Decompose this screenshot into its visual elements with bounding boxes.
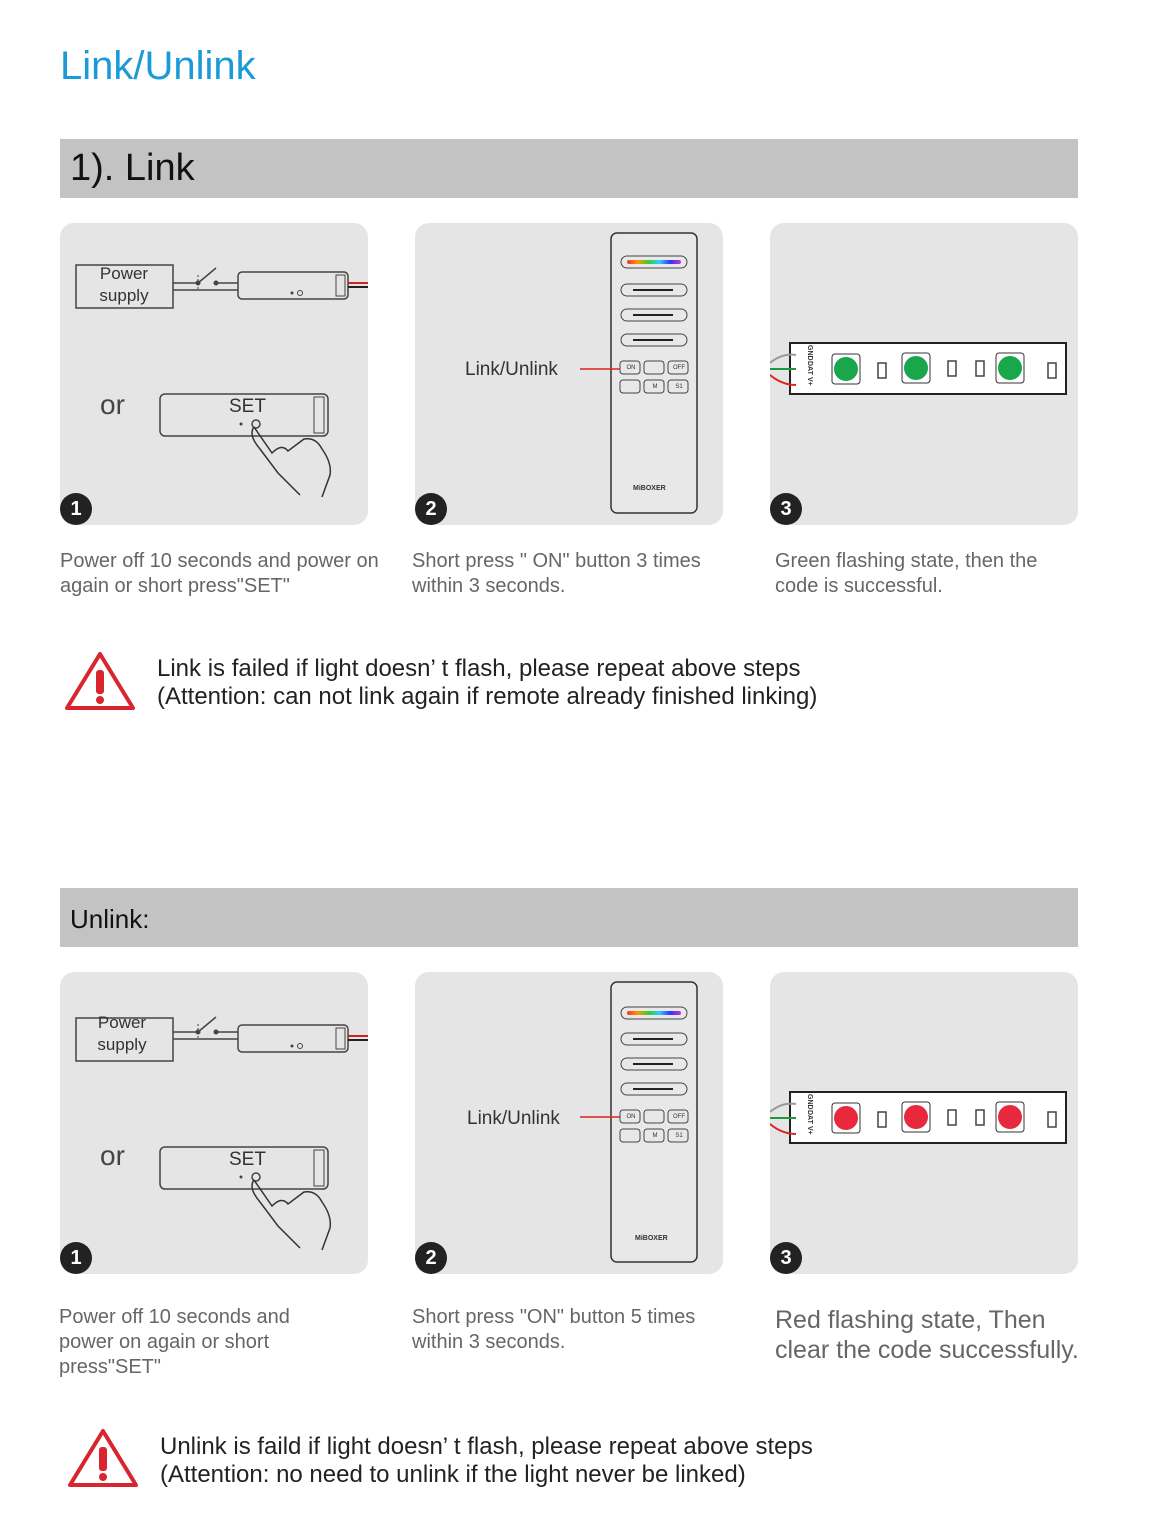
link-step1-panel — [60, 223, 368, 525]
link-unlink-label: Link/Unlink — [465, 359, 558, 380]
link-step3-panel — [770, 223, 1078, 525]
or-label: or — [100, 1140, 125, 1171]
led-strip-diagram — [770, 223, 1078, 525]
page-title: Link/Unlink — [60, 44, 256, 88]
link-section-heading: 1). Link — [70, 147, 195, 189]
warning-icon — [64, 650, 136, 712]
link-unlink-label: Link/Unlink — [467, 1108, 560, 1129]
step-number-badge: 1 — [60, 493, 92, 525]
step-number-badge: 3 — [770, 493, 802, 525]
step-number-badge: 3 — [770, 1242, 802, 1274]
remote-off-button: OFF — [673, 1114, 685, 1120]
link-section-header — [60, 139, 1078, 198]
remote-m-button: M — [652, 384, 658, 390]
unlink-step1-caption: Power off 10 seconds and power on again or short press"SET" — [59, 1306, 290, 1378]
unlink-step2-caption: Short press "ON" button 5 times within 3 seconds. — [412, 1306, 696, 1353]
unlink-step1-panel — [60, 972, 368, 1274]
remote-control-diagram — [415, 223, 723, 525]
remote-s1-button: S1 — [675, 1133, 683, 1139]
unlink-step2-panel — [415, 972, 723, 1274]
remote-brand-logo: MiBOXER — [635, 1235, 668, 1242]
link-warning-line2: (Attention: can not link again if remote already finished linking) — [157, 683, 818, 710]
link-step2-panel — [415, 223, 723, 525]
remote-on-button: ON — [626, 365, 636, 371]
power-supply-label: Power supply — [99, 264, 149, 305]
link-step2-caption: Short press " ON" button 3 times within 3 seconds. — [412, 550, 701, 597]
power-supply-label: Power supply — [97, 1013, 147, 1054]
strip-label-dat: DAT — [806, 361, 813, 375]
remote-control-diagram — [415, 972, 723, 1274]
remote-s1-button: S1 — [675, 384, 683, 390]
unlink-step3-caption: Red flashing state, Then clear the code successfully. — [775, 1306, 1079, 1364]
warning-icon — [67, 1427, 139, 1489]
led-strip-diagram — [770, 972, 1078, 1274]
link-warning-line1: Link is failed if light doesn’ t flash, please repeat above steps — [157, 655, 801, 682]
remote-brand-logo: MiBOXER — [633, 485, 666, 492]
strip-label-gnd: GND — [806, 1094, 813, 1110]
remote-m-button: M — [652, 1133, 658, 1139]
step-number-badge: 2 — [415, 1242, 447, 1274]
strip-label-gnd: GND — [806, 345, 813, 361]
step-number-badge: 1 — [60, 1242, 92, 1274]
set-label: SET — [229, 1149, 266, 1170]
unlink-section-heading: Unlink: — [70, 904, 150, 934]
or-label: or — [100, 389, 125, 420]
unlink-warning-line1: Unlink is faild if light doesn’ t flash, please repeat above steps — [160, 1433, 813, 1460]
strip-label-vplus: V+ — [806, 377, 813, 386]
remote-off-button: OFF — [673, 365, 685, 371]
link-step3-caption: Green flashing state, then the code is successful. — [775, 550, 1038, 597]
strip-label-vplus: V+ — [806, 1126, 813, 1135]
strip-label-dat: DAT — [806, 1110, 813, 1124]
set-label: SET — [229, 396, 266, 417]
link-step1-caption: Power off 10 seconds and power on again or short press"SET" — [60, 550, 379, 597]
unlink-section-header — [60, 888, 1078, 947]
unlink-step3-panel — [770, 972, 1078, 1274]
remote-on-button: ON — [626, 1114, 636, 1120]
step-number-badge: 2 — [415, 493, 447, 525]
unlink-warning-line2: (Attention: no need to unlink if the light never be linked) — [160, 1461, 746, 1488]
